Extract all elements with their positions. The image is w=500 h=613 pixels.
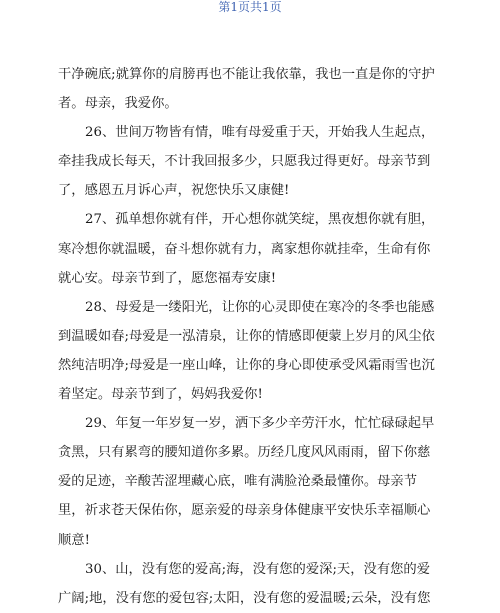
text-line: 26、世间万物皆有情，唯有母爱重于天，开始我人生起点， (85, 125, 435, 141)
text-line: 就心安。母亲节到了，愿您福寿安康! (58, 270, 277, 286)
text-line: 着坚定。母亲节到了，妈妈我爱你! (58, 387, 263, 403)
text-line: 爱的足迹，辛酸苦涩埋藏心底，唯有满脸沧桑最懂你。母亲节 (58, 474, 418, 490)
text-line: 牵挂我成长每天，不计我回报多少，只愿我过得更好。母亲节到 (58, 154, 431, 170)
text-line: 顺意! (58, 532, 90, 548)
text-line: 贪黑，只有累弯的腰知道你多累。历经几度风风雨雨，留下你慈 (58, 445, 431, 461)
text-line: 到温暖如春;母爱是一泓清泉，让你的情感即便蒙上岁月的风尘依 (58, 328, 435, 344)
text-line: 寒冷想你就温暖，奋斗想你就有力，离家想你就挂牵，生命有你 (58, 241, 431, 257)
text-line: 里，祈求苍天保佑你，愿亲爱的母亲身体健康平安快乐幸福顺心 (58, 503, 431, 519)
page-indicator: 第1页共1页 (218, 0, 282, 14)
document-body (58, 60, 438, 613)
text-line: 了，感恩五月诉心声，祝您快乐又康健! (58, 183, 290, 199)
text-line: 29、年复一年岁复一岁，洒下多少辛劳汗水，忙忙碌碌起早 (85, 416, 435, 432)
text-line: 30、山，没有您的爱高;海，没有您的爱深;天，没有您的爱 (85, 561, 431, 577)
text-line: 然纯洁明净;母爱是一座山峰，让你的身心即使承受风霜雨雪也沉 (58, 357, 435, 373)
text-line: 干净碗底;就算你的肩膀再也不能让我依靠，我也一直是你的守护 (58, 67, 435, 82)
text-line: 28、母爱是一缕阳光，让你的心灵即使在寒冷的冬季也能感 (85, 299, 435, 315)
text-line: 者。母亲，我爱你。 (58, 96, 178, 112)
text-line: 27、孤单想你就有伴，开心想你就笑绽，黑夜想你就有胆， (85, 212, 435, 228)
text-line: 广阔;地，没有您的爱包容;太阳，没有您的爱温暖;云朵，没有您 (58, 590, 431, 606)
